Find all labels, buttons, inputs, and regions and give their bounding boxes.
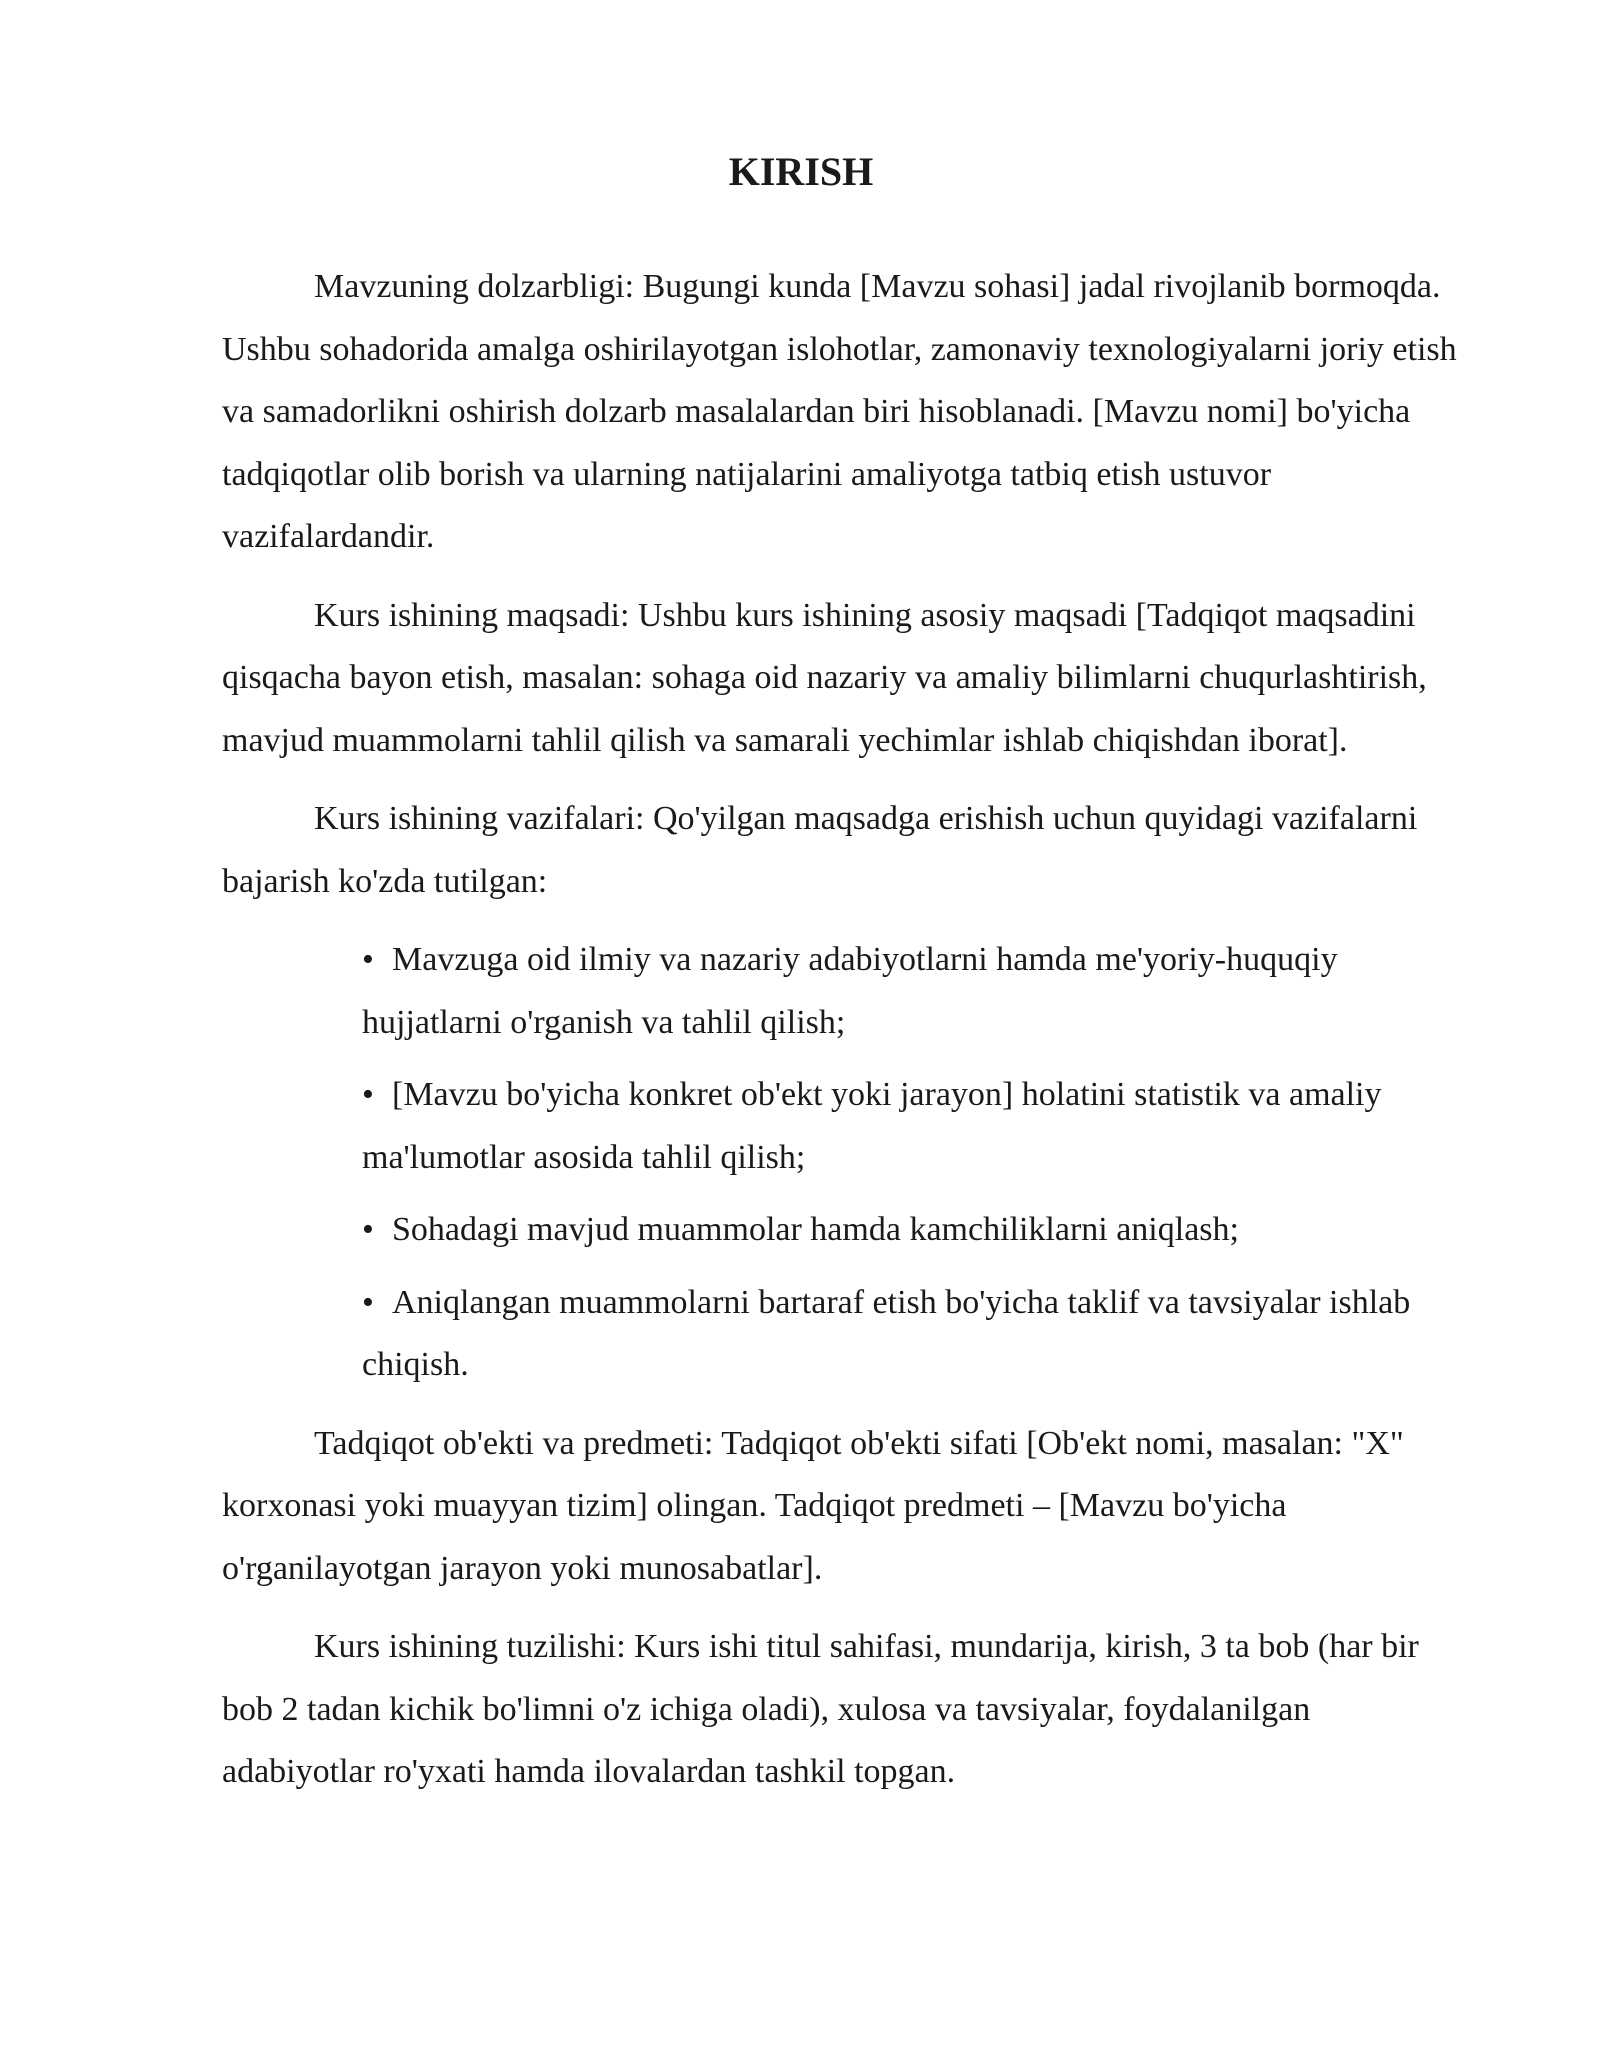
paragraph-object-subject: Tadqiqot ob'ekti va predmeti: Tadqiqot ob'ekti sifati [Ob'ekt nomi, masalan: "X" korxonasi yoki muayyan tizim] olingan. Tadqiqot predmeti – [Mavzu bo'yicha o'rganilayotgan jarayon yoki munosabatlar]. [222, 1424, 1404, 1587]
paragraph-tasks-intro: Kurs ishining vazifalari: Qo'yilgan maqsadga erishish uchun quyidagi vazifalarni bajarish ko'zda tutilgan: [222, 800, 1418, 900]
paragraph-relevance: Mavzuning dolzarbligi: Bugungi kunda [Mavzu sohasi] jadal rivojlanib bormoqda. Ushbu sohadorida amalga oshirilayotgan islohotlar, zamonaviy texnologiyalarni joriy etish va samadorlikni oshirish dolzarb masalalardan biri hisoblanadi. [Mavzu nomi] bo'yicha tadqiqotlar olib borish va ularning natijalarini amaliyotga tatbiq etish ustuvor vazifalardandir. [222, 268, 1457, 555]
bullet-icon: • [362, 1283, 374, 1321]
paragraph-goal: Kurs ishining maqsadi: Ushbu kurs ishining asosiy maqsadi [Tadqiqot maqsadini qisqacha bayon etish, masalan: sohaga oid nazariy va amaliy bilimlarni chuqurlashtirish, mavjud muammolarni tahlil qilish va samarali yechimlar ishlab chiqishdan iborat]. [222, 596, 1427, 759]
list-item [362, 929, 1460, 1054]
list-item-text: [Mavzu bo'yicha konkret ob'ekt yoki jarayon] holatini statistik va amaliy ma'lumotlar asosida tahlil qilish; [362, 1076, 1382, 1176]
list-item [362, 1199, 1460, 1262]
list-item-text: Aniqlangan muammolarni bartaraf etish bo'yicha taklif va tavsiyalar ishlab chiqish. [362, 1283, 1411, 1383]
list-item [362, 1272, 1460, 1397]
list-item [362, 1064, 1460, 1189]
list-item-text: Sohadagi mavjud muammolar hamda kamchiliklarni aniqlash; [392, 1211, 1239, 1248]
bullet-icon: • [362, 1076, 374, 1113]
paragraph-structure: Kurs ishining tuzilishi: Kurs ishi titul sahifasi, mundarija, kirish, 3 ta bob (har bir bob 2 tadan kichik bo'limni o'z ichiga oladi), xulosa va tavsiyalar, foydalanilgan adabiyotlar ro'yxati hamda ilovalardan tashkil topgan. [222, 1628, 1419, 1790]
bullet-icon: • [362, 1211, 374, 1248]
tasks-list [222, 929, 1460, 1397]
page-title: KIRISH [728, 149, 874, 194]
bullet-icon: • [362, 941, 374, 978]
list-item-text: Mavzuga oid ilmiy va nazariy adabiyotlarni hamda me'yoriy-huquqiy hujjatlarni o'rganish va tahlil qilish; [362, 941, 1338, 1041]
